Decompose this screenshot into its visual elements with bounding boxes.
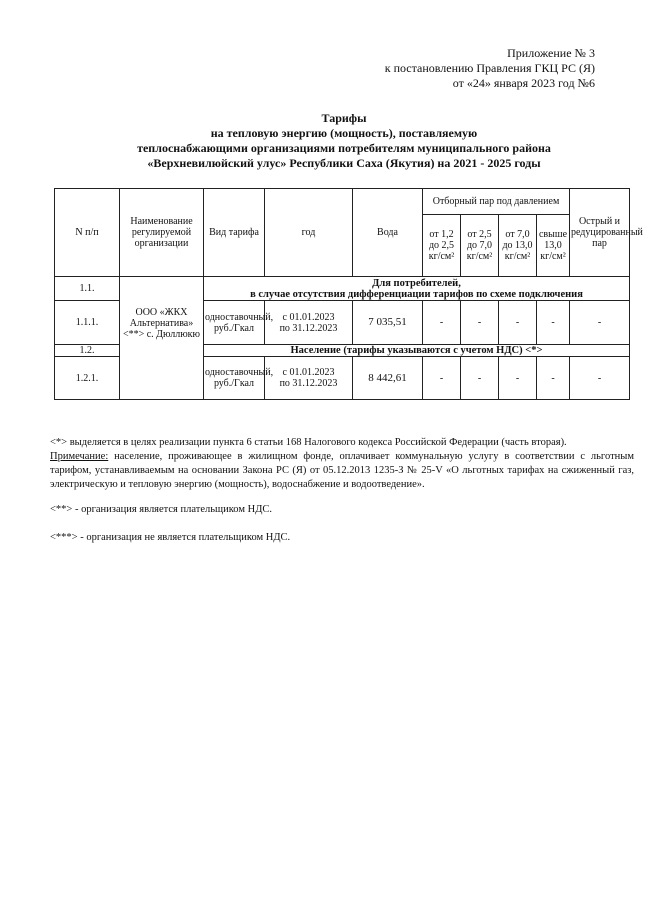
period [265, 357, 353, 400]
period-start: с 01.01.2023 [282, 311, 335, 323]
period [265, 301, 353, 345]
header-sharp-steam: Острый и редуцированный пар [570, 189, 630, 277]
title-line: Тарифы [321, 111, 367, 125]
water-value: 7 035,51 [353, 301, 423, 345]
row-num: 1.1.1. [55, 301, 120, 345]
header-steam-1: от 1,2 до 2,5 кг/см² [423, 215, 461, 277]
header-tariff-type: Вид тарифа [204, 189, 265, 277]
tariff-type: одноставочный, руб./Гкал [204, 301, 265, 345]
org-name-cell [120, 277, 204, 400]
sharp-steam-value: - [570, 357, 630, 400]
footnote-double-star: <**> - организация является плательщиком НДС. [50, 504, 272, 515]
title-line: на тепловую энергию (мощность), поставляемую [210, 126, 478, 140]
title-line: теплоснабжающими организациями потребителям муниципального района [137, 141, 551, 155]
section-label [204, 277, 630, 301]
tariff-type: одноставочный, руб./Гкал [204, 357, 265, 400]
appendix-line: от «24» января 2023 год №6 [452, 76, 595, 90]
appendix-line: Приложение № 3 [507, 46, 595, 60]
steam-4-value: - [537, 301, 570, 345]
period-end: по 31.12.2023 [279, 378, 338, 389]
steam-2-value: - [461, 301, 499, 345]
org-name: ООО «ЖКХ Альтернатива» <**> с. Дюллюкю [122, 307, 201, 340]
appendix-line: к постановлению Правления ГКЦ РС (Я) [384, 61, 595, 75]
header-steam-2: от 2,5 до 7,0 кг/см² [461, 215, 499, 277]
section-label-line: в случае отсутствия дифференциации тарифов по схеме подключения [250, 288, 583, 300]
period-start: с 01.01.2023 [282, 367, 335, 378]
steam-4-value: - [537, 357, 570, 400]
note-text: население, проживающее в жилищном фонде, оплачивает коммунальную услугу в соответствии с льготным тарифом, устанавливаемым на основании Закона РС (Я) от 05.12.2013 1235-З № 25-V «О льготных тарифах на сжиженный газ, электрическую и тепловую энергию (мощность), водоснабжение и водоотведение». [50, 451, 634, 490]
title-line: «Верхневилюйский улус» Республики Саха (Якутия) на 2021 - 2025 годы [147, 156, 541, 170]
header-steam-3: от 7,0 до 13,0 кг/см² [499, 215, 537, 277]
footnote-star: <*> выделяется в целях реализации пункта 6 статьи 168 Налогового кодекса Российской Федерации (часть вторая). [50, 437, 567, 448]
period-end: по 31.12.2023 [279, 322, 338, 334]
tariff-table [54, 188, 643, 400]
sharp-steam-value: - [570, 301, 630, 345]
steam-1-value: - [423, 357, 461, 400]
steam-3-value: - [499, 301, 537, 345]
header-water: Вода [353, 189, 423, 277]
document-title [40, 111, 648, 171]
appendix-header [385, 46, 595, 91]
steam-2-value: - [461, 357, 499, 400]
header-org: Наименование регулируемой организации [120, 189, 204, 277]
section-label: Население (тарифы указываются с учетом НДС) <*> [204, 345, 630, 357]
footnote-triple-star: <***> - организация не является плательщиком НДС. [50, 532, 291, 543]
section-num: 1.2. [55, 345, 120, 357]
footnotes [50, 436, 634, 492]
header-num: N п/п [55, 189, 120, 277]
section-num: 1.1. [55, 277, 120, 301]
steam-1-value: - [423, 301, 461, 345]
header-steam-group: Отборный пар под давлением [423, 189, 570, 215]
section-label-line: Для потребителей, [372, 277, 461, 289]
header-year: год [265, 189, 353, 277]
header-steam-4: свыше 13,0 кг/см² [537, 215, 570, 277]
row-num: 1.2.1. [55, 357, 120, 400]
note-paragraph [50, 450, 634, 492]
note-label: Примечание: [50, 451, 109, 462]
steam-3-value: - [499, 357, 537, 400]
water-value: 8 442,61 [353, 357, 423, 400]
